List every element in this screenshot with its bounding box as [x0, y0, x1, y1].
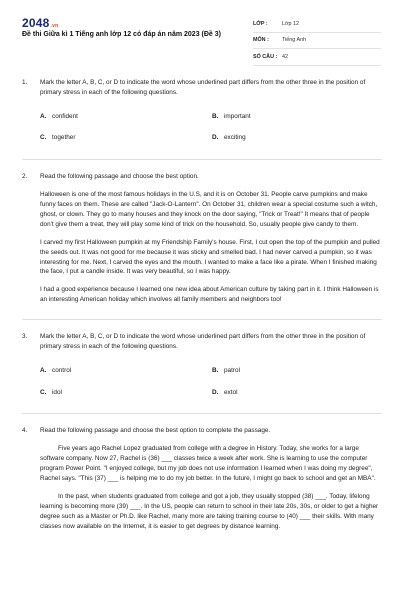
question-number: 1.: [22, 79, 28, 86]
logo-suffix-text: .vn: [50, 23, 59, 29]
option-text: important: [224, 112, 251, 120]
exam-meta: [253, 16, 381, 66]
option-text: together: [52, 134, 76, 142]
passage-paragraph: Halloween is one of the most famous holidays in the U.S, and it is on October 31. People carve pumpkins and make funny faces on them. These are called "Jack-O-Lantern". On October 31, children wear a special costume such a witch, ghost, or clown. They go to many houses and they knock on the door saying, "Trick or Treat!" It means that of people don't give them a treat, they will play some kind of trick on the household. So, usually people give candy to them.: [40, 190, 378, 228]
option-letter: C.: [40, 388, 47, 396]
option-d[interactable]: [212, 133, 384, 143]
option-a[interactable]: [40, 366, 212, 376]
option-letter: B.: [212, 367, 219, 375]
meta-key-count: SỐ CÂU :: [253, 53, 278, 60]
passage-paragraph: In the past, when students graduated from college and got a job, they usually stopped (38) ___. Today, lifelong learning is becoming more (39) ___. In the US, people can return to school in their late 20s, 30s, or older to get a higher degree such as a Master or Ph.D. like Rachel, many more are taking training course to (40) ___ their skills. With many classes now available on the Internet, it is easier to get degrees by distance learning.: [40, 492, 379, 530]
page-title: Đề thi Giữa kì 1 Tiếng anh lớp 12 có đáp án năm 2023 (Đề 3): [22, 31, 221, 38]
option-letter: A.: [40, 367, 47, 375]
option-d[interactable]: [212, 388, 384, 398]
question-1: [22, 78, 382, 159]
option-letter: D.: [212, 134, 219, 142]
passage-paragraph: I carved my first Halloween pumpkin at my Friendship Family's house. First, I cut open the top of the pumpkin and pulled the seeds out. It was not good for me because it was sticky and smelled bad. I had never carved a pumpkin, so it was interesting for me. Next, I carved the eyes and the mouth. I wanted to make a face like a pirate. When I finished making the face, I put a candle inside. It was very beautiful, so I was happy.: [40, 238, 380, 276]
option-text: idol: [52, 388, 62, 396]
question-prompt: Mark the letter A, B, C, or D to indicate the word whose underlined part differs from the other three in the position of primary stress in each of the following questions.: [40, 79, 366, 96]
meta-key-grade: LỚP :: [253, 20, 268, 27]
option-text: extol: [224, 388, 238, 396]
option-letter: D.: [212, 388, 219, 396]
meta-value-subject: Tiếng Anh: [282, 37, 307, 44]
question-prompt: Read the following passage and choose the best option to complete the passage.: [40, 427, 271, 435]
question-2: [22, 159, 382, 319]
answer-options: [40, 112, 382, 143]
meta-value-count: 42: [282, 53, 288, 60]
meta-row-grade: [253, 16, 381, 33]
option-text: exciting: [224, 134, 246, 142]
option-c[interactable]: [40, 388, 212, 398]
option-letter: B.: [212, 112, 219, 120]
question-number: 2.: [22, 173, 28, 181]
passage-paragraph: I had a good experience because I learned one new idea about American culture by taking part in it. I think Halloween is an interesting American holiday which involves all family members and neighbors too!: [40, 286, 379, 304]
passage-paragraph: Five years ago Rachel Lopez graduated from college with a degree in History. Today, she works for a large software company. Now 27, Rachel is (36) ___ classes twice a week after work. She is learning to use the computer program Power Point. "I enjoyed college, but my job does not use information I learned when I was doing my degree", Rachel says. "This (37) ___ is helping me to do my job better. In the future, I might go back to school and get an MBA".: [40, 445, 376, 482]
option-letter: A.: [40, 112, 47, 120]
option-b[interactable]: [212, 112, 384, 122]
question-4: [22, 413, 382, 531]
question-prompt: Read the following passage and choose the best option.: [40, 173, 199, 181]
question-number: 4.: [22, 427, 28, 435]
option-text: control: [52, 367, 72, 375]
meta-value-grade: Lớp 12: [282, 20, 300, 27]
logo-main-text: 2048: [22, 16, 50, 30]
option-text: patrol: [224, 367, 240, 375]
meta-key-subject: MÔN :: [253, 37, 269, 44]
question-prompt: Mark the letter A, B, C, or D to indicate the word whose underlined part differs from the other three in the position of primary stress in each of the following questions.: [40, 333, 366, 351]
answer-options: [40, 366, 382, 397]
option-b[interactable]: [212, 366, 384, 376]
question-number: 3.: [22, 333, 28, 341]
option-c[interactable]: [40, 133, 212, 143]
meta-row-count: [253, 49, 381, 66]
meta-row-subject: [253, 33, 381, 50]
option-a[interactable]: [40, 112, 212, 122]
question-3: [22, 319, 382, 413]
page-header: [0, 0, 400, 60]
option-letter: C.: [40, 134, 47, 142]
question-list: [22, 78, 382, 532]
option-text: confident: [52, 112, 78, 120]
